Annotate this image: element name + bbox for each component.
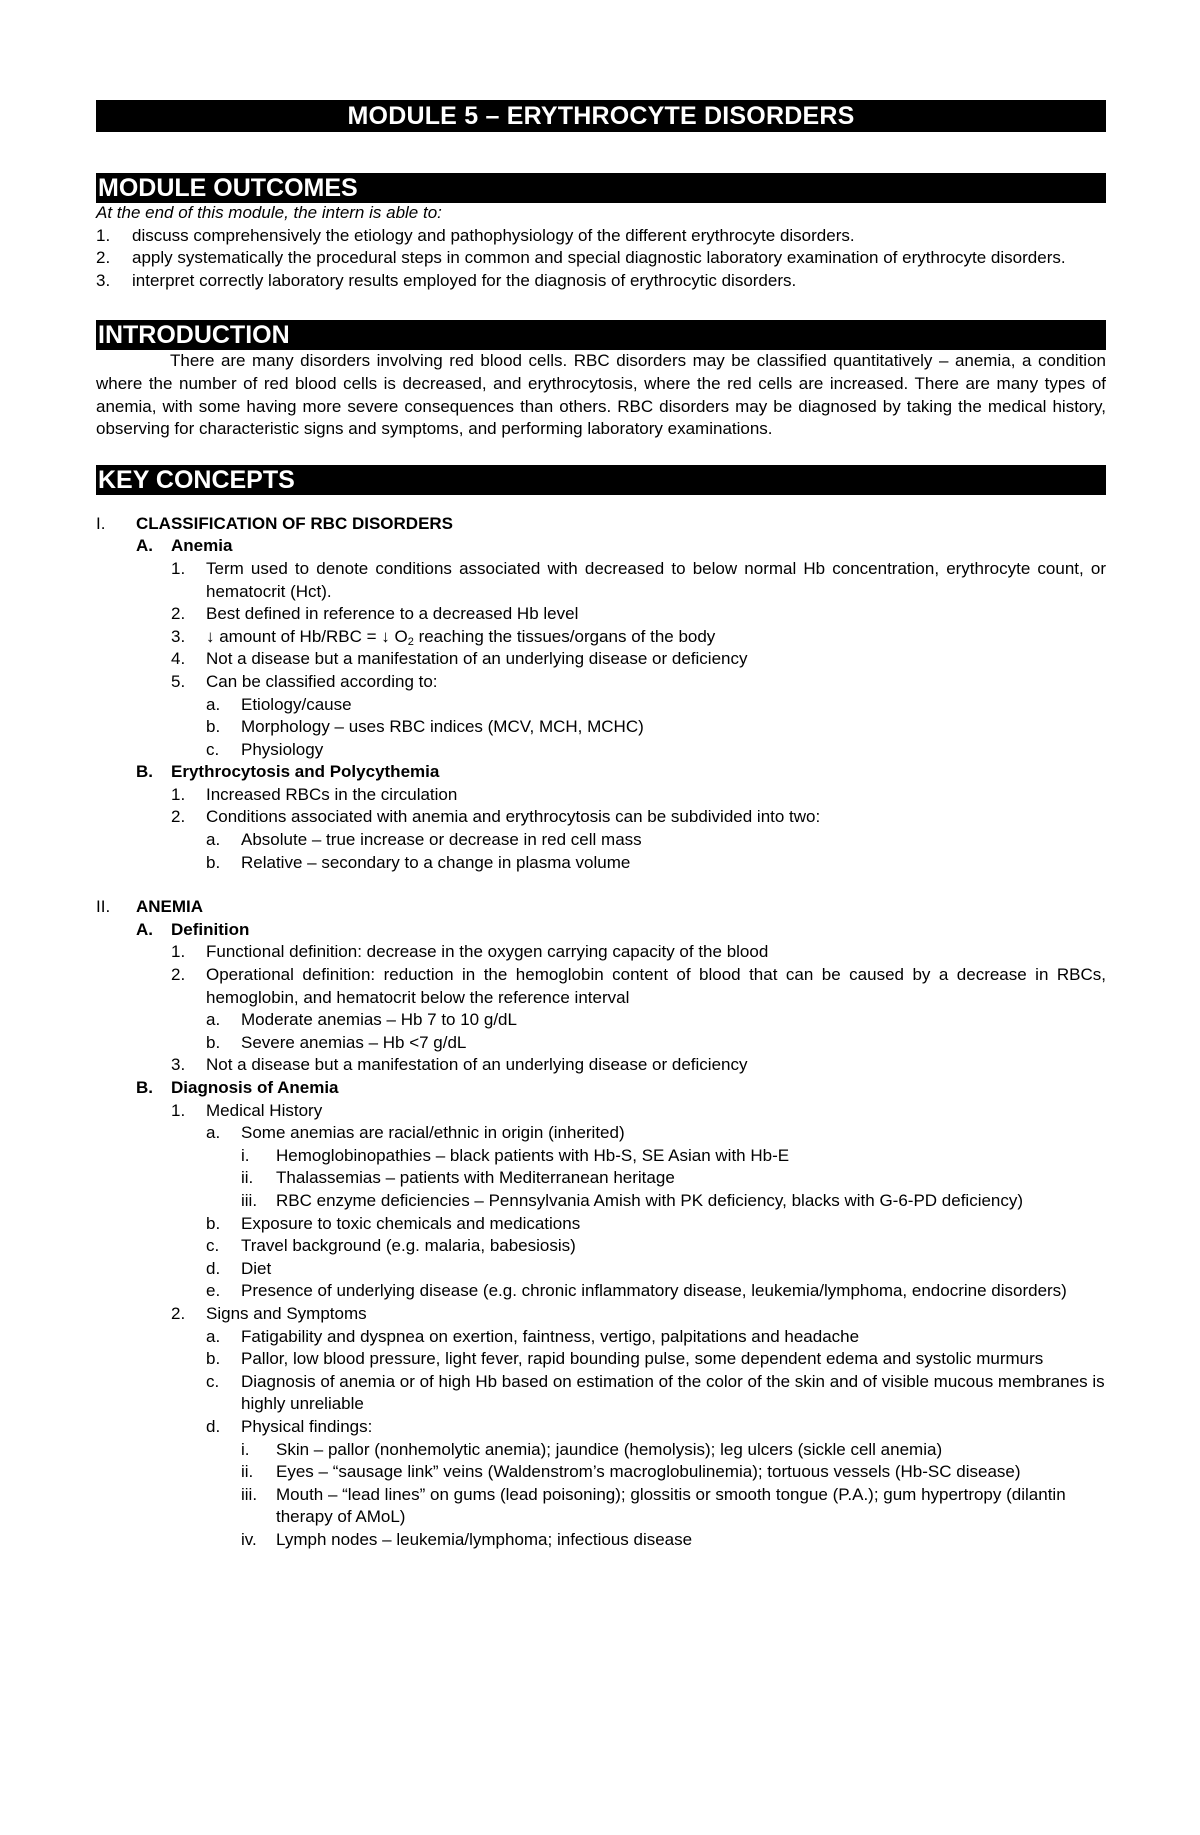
outcomes-list: [96, 225, 1106, 293]
list-item: b. Exposure to toxic chemicals and medications: [206, 1213, 581, 1233]
outcomes-heading: MODULE OUTCOMES: [96, 173, 1106, 203]
list-item: iii. RBC enzyme deficiencies – Pennsylvania Amish with PK deficiency, blacks with G-6-PD deficiency): [241, 1190, 1024, 1210]
list-item: b. Severe anemias – Hb <7 g/dL: [206, 1032, 467, 1052]
list-item: b. Morphology – uses RBC indices (MCV, MCH, MCHC): [206, 717, 644, 737]
list-item: 2. Signs and Symptoms: [171, 1303, 367, 1323]
list-item: 3. ↓ amount of Hb/RBC = ↓ $O_2$ reaching the tissues/organs of the body: [171, 626, 716, 648]
list-item: ii. Eyes – “sausage link” veins (Waldenstrom’s macroglobulinemia); tortuous vessels (Hb-SC disease): [241, 1462, 1021, 1482]
list-item: a. Fatigability and dyspnea on exertion, faintness, vertigo, palpitations and headache: [206, 1326, 860, 1346]
outcome-item: 2. apply systematically the procedural steps in common and special diagnostic laboratory examination of erythrocyte disorders.: [96, 248, 1066, 268]
outcome-item: 3. interpret correctly laboratory results employed for the diagnosis of erythrocytic disorders.: [96, 270, 797, 290]
list-item: d. Diet: [206, 1258, 272, 1278]
list-item: a. Etiology/cause: [206, 694, 352, 714]
outcomes-intro: At the end of this module, the intern is able to:: [96, 203, 442, 222]
list-item: iii. Mouth – “lead lines” on gums (lead poisoning); glossitis or smooth tongue (P.A.); gum hypertropy (dilantin therapy of AMoL): [241, 1484, 1066, 1527]
list-item: 1. Functional definition: decrease in the oxygen carrying capacity of the blood: [171, 942, 769, 962]
list-item: a. Absolute – true increase or decrease in red cell mass: [206, 830, 642, 850]
introduction-heading: INTRODUCTION: [96, 320, 1106, 350]
list-item: 2. Operational definition: reduction in the hemoglobin content of blood that can be caused by a decrease in RBCs, hemoglobin, and hematocrit below the reference interval: [171, 965, 1106, 1007]
list-item: a. Some anemias are racial/ethnic in origin (inherited): [206, 1123, 625, 1143]
list-item: c. Travel background (e.g. malaria, babesiosis): [206, 1236, 576, 1256]
subsection-anemia: A. Anemia: [136, 536, 233, 556]
outcome-item: 1. discuss comprehensively the etiology and pathophysiology of the different erythrocyte disorders.: [96, 225, 855, 245]
list-item: b. Pallor, low blood pressure, light fever, rapid bounding pulse, some dependent edema and systolic murmurs: [206, 1349, 1044, 1369]
list-item: 5. Can be classified according to:: [171, 671, 438, 691]
list-item: 1. Increased RBCs in the circulation: [171, 784, 458, 804]
list-item: e. Presence of underlying disease (e.g. chronic inflammatory disease, leukemia/lymphoma, endocrine disorders): [206, 1281, 1067, 1301]
list-item: c. Diagnosis of anemia or of high Hb based on estimation of the color of the skin and of visible mucous membranes is highly unreliable: [206, 1371, 1105, 1414]
list-item: 2. Best defined in reference to a decreased Hb level: [171, 604, 579, 624]
list-item: c. Physiology: [206, 739, 324, 759]
list-item: i. Hemoglobinopathies – black patients with Hb-S, SE Asian with Hb-E: [241, 1145, 790, 1165]
list-item: 1. Medical History: [171, 1100, 323, 1120]
list-item: iv. Lymph nodes – leukemia/lymphoma; infectious disease: [241, 1529, 693, 1549]
list-item: 4. Not a disease but a manifestation of an underlying disease or deficiency: [171, 649, 748, 669]
list-item: d. Physical findings:: [206, 1416, 373, 1436]
subsection-diagnosis: B. Diagnosis of Anemia: [136, 1078, 339, 1097]
list-item: ii. Thalassemias – patients with Mediterranean heritage: [241, 1168, 675, 1188]
list-item: i. Skin – pallor (nonhemolytic anemia); jaundice (hemolysis); leg ulcers (sickle cell anemia): [241, 1439, 943, 1459]
subsection-definition: A. Definition: [136, 919, 250, 939]
list-item: 2. Conditions associated with anemia and erythrocytosis can be subdivided into two:: [171, 807, 821, 827]
list-item: b. Relative – secondary to a change in plasma volume: [206, 852, 631, 872]
list-item: 1. Term used to denote conditions associated with decreased to below normal Hb concentration, erythrocyte count, or hematocrit (Hct).: [171, 558, 1106, 601]
section-classification: I. CLASSIFICATION OF RBC DISORDERS: [96, 513, 454, 533]
key-concepts-heading: KEY CONCEPTS: [96, 465, 1106, 495]
document-page: [96, 100, 1106, 1551]
list-item: 3. Not a disease but a manifestation of an underlying disease or deficiency: [171, 1055, 748, 1075]
list-item: a. Moderate anemias – Hb 7 to 10 g/dL: [206, 1010, 517, 1030]
introduction-paragraph: There are many disorders involving red blood cells. RBC disorders may be classified quantitatively – anemia, a condition where the number of red blood cells is decreased, and erythrocytosis, where the red cells are increased. There are many types of anemia, with some having more severe consequences than others. RBC disorders may be diagnosed by taking the medical history, observing for characteristic signs and symptoms, and performing laboratory examinations.: [96, 351, 1106, 439]
subsection-erythrocytosis: B. Erythrocytosis and Polycythemia: [136, 762, 440, 782]
section-anemia: II. ANEMIA: [96, 897, 204, 917]
module-title: MODULE 5 – ERYTHROCYTE DISORDERS: [96, 100, 1106, 132]
